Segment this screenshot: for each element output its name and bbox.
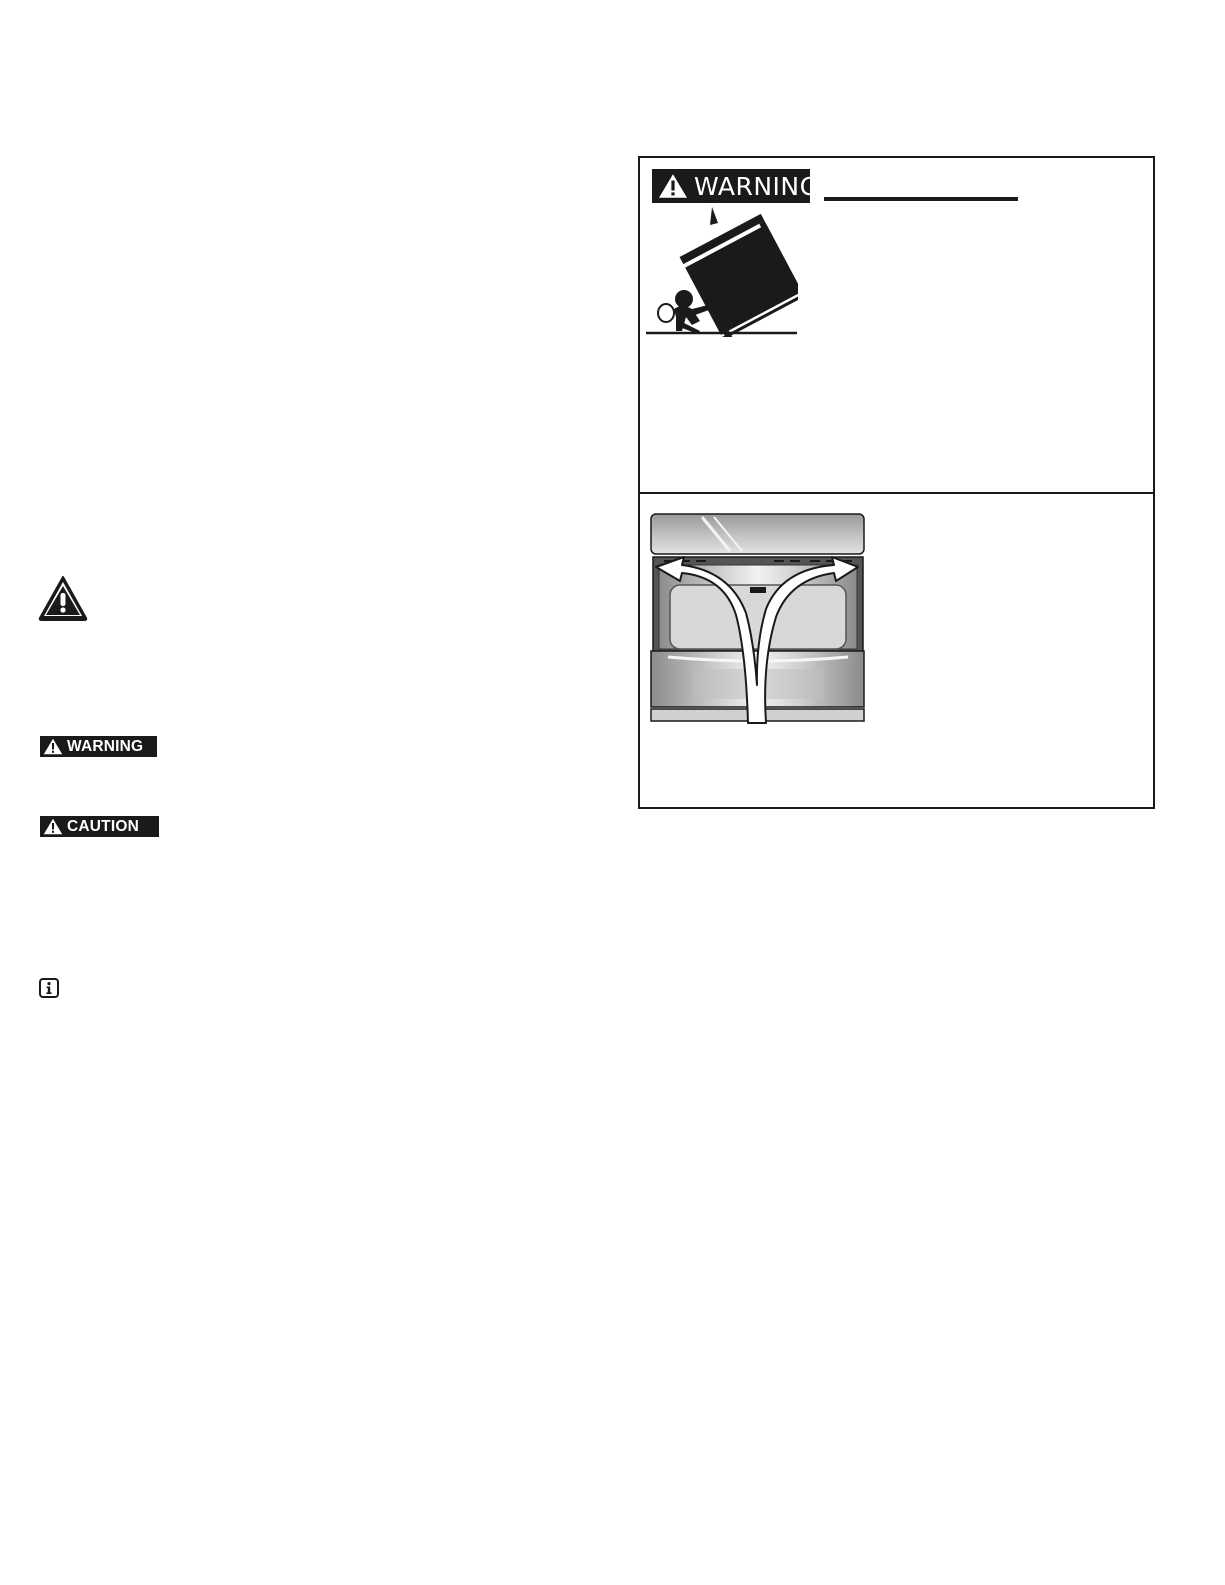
tip-over-hazard-illustration (646, 205, 798, 337)
notice-box-divider (638, 492, 1155, 494)
caution-signal-label (40, 816, 159, 837)
safety-alert-icon (38, 575, 88, 621)
warning-label-text: WARNING (67, 737, 144, 755)
caution-triangle-icon (43, 818, 63, 835)
oven-door-opening-illustration (650, 513, 866, 725)
warning-triangle-icon (43, 738, 63, 755)
info-icon (39, 978, 59, 998)
warning-triangle-icon (658, 173, 688, 199)
caution-label-text: CAUTION (67, 817, 140, 835)
heading-underline (824, 197, 1018, 201)
warning-signal-label (40, 736, 157, 757)
tip-over-warning-badge (652, 169, 820, 203)
tip-over-warning-text: WARNING (694, 171, 820, 201)
